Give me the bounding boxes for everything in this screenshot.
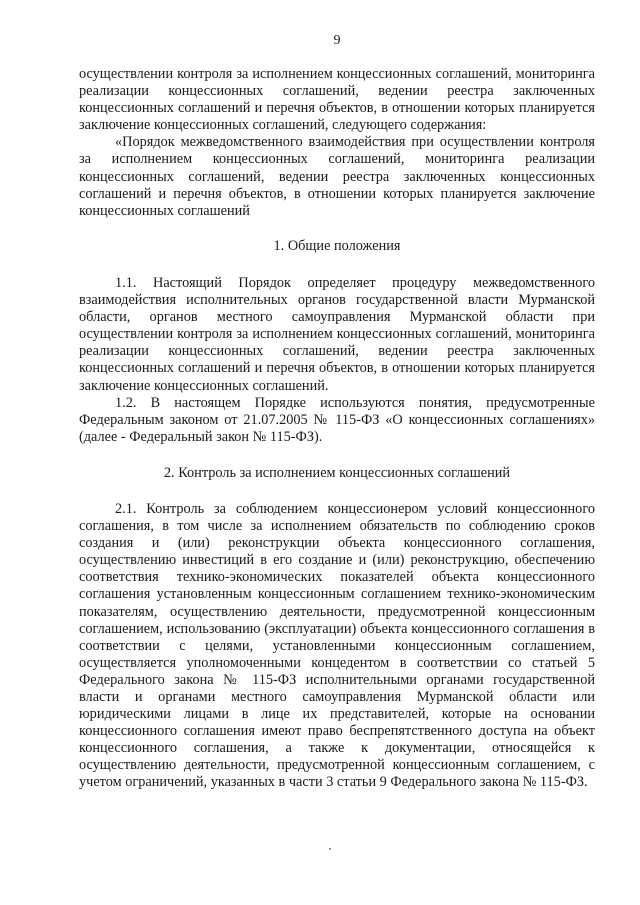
intro-lead-paragraph: осуществлении контроля за исполнением концессионных соглашений, мониторинга реализации концессионных соглашений, ведении реестра заключенных концессионных соглашений и перечня объектов, в отношении которых планируется заключение концессионных соглашений, следующего содержания: (79, 66, 595, 134)
section-heading-control: 2. Контроль за исполнением концессионных соглашений (163, 464, 511, 481)
clause-1-2-paragraph: 1.2. В настоящем Порядке используются понятия, предусмотренные Федеральным законом от 21.07.2005 № 115-ФЗ «О концессионных соглашениях» (далее - Федеральный закон № 115-ФЗ). (79, 394, 595, 445)
order-title-quote-paragraph: «Порядок межведомственного взаимодействия при осуществлении контроля за исполнением концессионных соглашений, мониторинга реализации концессионных соглашений, ведении реестра заключенных концессионных соглашений и перечня объектов, в отношении которых планируется заключение концессионных соглашений (79, 134, 595, 219)
document-page (79, 0, 595, 905)
section-heading-general-provisions: 1. Общие положения (273, 237, 401, 254)
page-number: 9 (333, 33, 341, 48)
clause-1-1-paragraph: 1.1. Настоящий Порядок определяет процедуру межведомственного взаимодействия исполнительных органов государственной власти Мурманской области, органов местного самоуправления Мурманской области при осуществлении контроля за исполнением концессионных соглашений, мониторинга реализации концессионных соглашений, ведении реестра заключенных концессионных соглашений и перечня объектов, в отношении которых планируется заключение концессионных соглашений. (79, 274, 595, 394)
scan-speck (329, 848, 331, 850)
document-body (79, 66, 595, 792)
clause-2-1-paragraph: 2.1. Контроль за соблюдением концессионером условий концессионного соглашения, в том числе за исполнением обязательств по соблюдению сроков создания и (или) реконструкции объекта концессионного соглашения, осуществлению инвестиций в его создание и (или) реконструкцию, обеспечению соответствия технико-экономических показателей объекта концессионного соглашения установленным концессионным соглашением технико-экономическим показателям, осуществлению деятельности, предусмотренной концессионным соглашением, использованию (эксплуатации) объекта концессионного соглашения в соответствии с целями, установленными концессионным соглашением, осуществляется уполномоченными концедентом в соответствии со статьей 5 Федерального закона № 115-ФЗ исполнительными органами государственной власти и органами местного самоуправления Мурманской области или юридическими лицами в лице их представителей, которые на основании концессионного соглашения имеют право беспрепятственного доступа на объект концессионного соглашения, а также к документации, относящейся к осуществлению деятельности, предусмотренной концессионным соглашением, с учетом ограничений, указанных в части 3 статьи 9 Федерального закона № 115-ФЗ. (79, 500, 595, 791)
